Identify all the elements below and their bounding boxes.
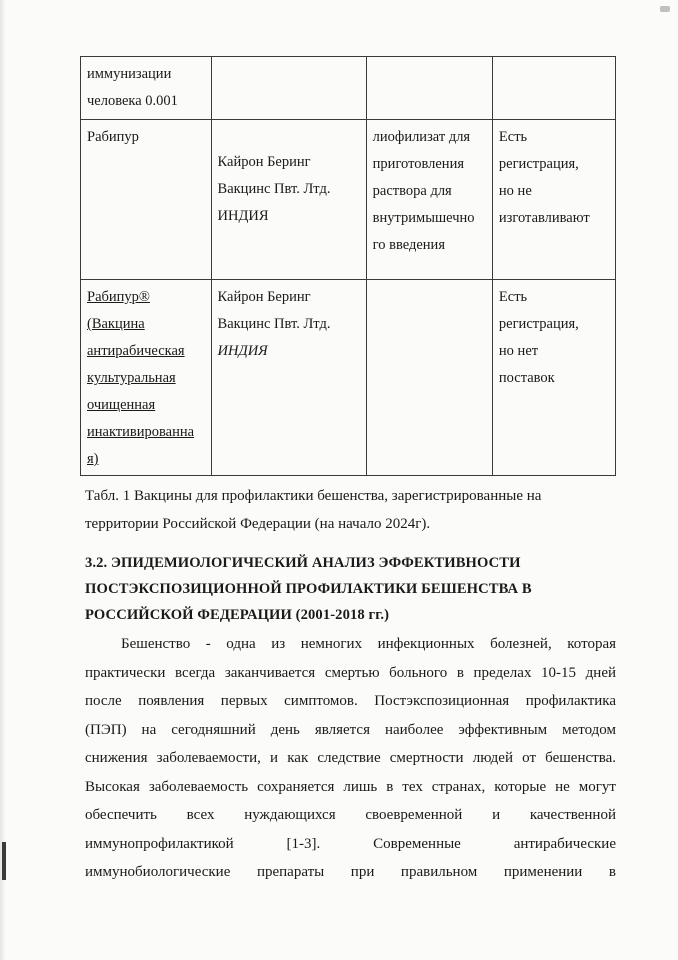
scan-artifact bbox=[2, 842, 6, 880]
cell-line: раствора для bbox=[372, 183, 452, 199]
cell-line: но не bbox=[498, 183, 532, 199]
table-row bbox=[81, 280, 616, 476]
cell-vaccine-name bbox=[81, 280, 212, 476]
caption-line: Табл. 1 Вакцины для профилактики бешенства, зарегистрированные на bbox=[85, 488, 542, 504]
cell-line: (Вакцина bbox=[87, 316, 145, 332]
cell-form bbox=[366, 280, 492, 476]
cell-line: Рабипур® bbox=[87, 289, 150, 305]
cell-vaccine-name bbox=[81, 120, 212, 280]
cell-line: я) bbox=[87, 451, 99, 467]
cell-line: культуральная bbox=[87, 370, 176, 386]
cell-line: Есть bbox=[498, 289, 528, 305]
cell-line: приготовления bbox=[372, 156, 464, 172]
cell-status bbox=[492, 57, 615, 120]
cell-line: очищенная bbox=[87, 397, 156, 413]
cell-line: человека 0.001 bbox=[87, 93, 178, 109]
cell-status bbox=[492, 120, 615, 280]
vaccine-table bbox=[80, 56, 616, 476]
table-row bbox=[81, 57, 616, 120]
cell-manufacturer bbox=[211, 57, 366, 120]
paragraph-line: иммунобиологические препараты при правильном применении в bbox=[85, 864, 616, 880]
cell-line: Вакцинс Пвт. Лтд. bbox=[217, 181, 331, 197]
table-caption bbox=[85, 482, 605, 538]
cell-line: ИНДИЯ bbox=[217, 208, 269, 224]
paragraph-line: Высокая заболеваемость сохраняется лишь в тех странах, которые не могут bbox=[85, 778, 616, 795]
table-row bbox=[81, 120, 616, 280]
caption-line: территории Российской Федерации (на начало 2024г). bbox=[85, 516, 431, 532]
cell-manufacturer bbox=[211, 280, 366, 476]
paragraph-line: Бешенство - одна из немногих инфекционных болезней, которая bbox=[121, 636, 616, 652]
page-edge bbox=[0, 0, 6, 960]
cell-line: инактивированна bbox=[87, 424, 195, 440]
paragraph-line: снижения заболеваемости, и как следствие смертности людей от бешенства. bbox=[85, 750, 616, 766]
cell-line: иммунизации bbox=[87, 66, 172, 82]
section-heading bbox=[85, 550, 595, 628]
paragraph-line: обеспечить всех нуждающихся своевременной и качественной bbox=[85, 807, 616, 823]
cell-line: Кайрон Беринг bbox=[217, 289, 311, 305]
cell-form bbox=[366, 120, 492, 280]
paragraph-line: практически всегда заканчивается смертью больного в пределах 10-15 дней bbox=[85, 664, 616, 681]
cell-line: го введения bbox=[372, 237, 445, 253]
cell-line: Кайрон Беринг bbox=[217, 154, 311, 170]
paragraph-line: после появления первых симптомов. Постэкспозиционная профилактика bbox=[85, 693, 616, 709]
heading-line: РОССИЙСКОЙ ФЕДЕРАЦИИ (2001-2018 гг.) bbox=[85, 607, 390, 623]
cell-line: Рабипур bbox=[87, 129, 139, 145]
cell-line: но нет bbox=[498, 343, 539, 359]
cell-line: лиофилизат для bbox=[372, 129, 471, 145]
cell-form bbox=[366, 57, 492, 120]
body-paragraph bbox=[85, 630, 616, 887]
cell-line: изготавливают bbox=[498, 210, 590, 226]
paragraph-line: (ПЭП) на сегодняшний день является наиболее эффективным методом bbox=[85, 721, 616, 738]
cell-line: антирабическая bbox=[87, 343, 185, 359]
cell-vaccine-name bbox=[81, 57, 212, 120]
heading-line: 3.2. ЭПИДЕМИОЛОГИЧЕСКИЙ АНАЛИЗ ЭФФЕКТИВНОСТИ bbox=[85, 555, 521, 571]
cell-line: Есть bbox=[498, 129, 528, 145]
cell-manufacturer bbox=[211, 120, 366, 280]
heading-line: ПОСТЭКСПОЗИЦИОННОЙ ПРОФИЛАКТИКИ БЕШЕНСТВА В bbox=[85, 581, 532, 597]
cell-line: ИНДИЯ bbox=[217, 343, 268, 359]
scan-artifact-top bbox=[660, 6, 670, 12]
cell-line: поставок bbox=[498, 370, 555, 386]
cell-line: регистрация, bbox=[498, 316, 579, 332]
cell-line: Вакцинс Пвт. Лтд. bbox=[217, 316, 331, 332]
cell-line: внутримышечно bbox=[372, 210, 475, 226]
cell-line: регистрация, bbox=[498, 156, 579, 172]
paragraph-line: иммунопрофилактикой [1-3]. Современные антирабические bbox=[85, 835, 616, 852]
cell-status bbox=[492, 280, 615, 476]
